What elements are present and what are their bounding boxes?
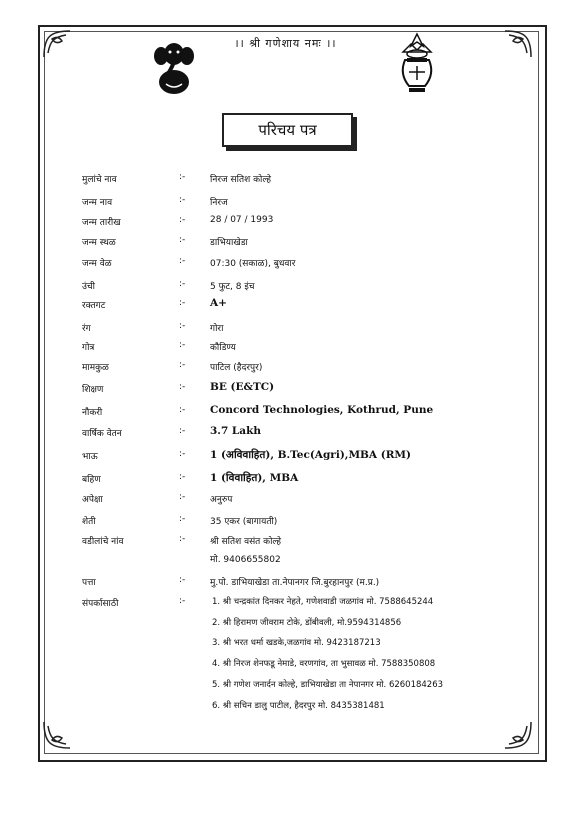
detail-label: भाऊ xyxy=(82,452,98,462)
detail-label: मामकुळ xyxy=(82,363,109,373)
detail-label: शेती xyxy=(82,517,96,527)
detail-label: उंची xyxy=(82,282,95,292)
detail-value: डाभियाखेडा xyxy=(210,238,248,248)
contact-item: 1. श्री चन्द्रकांत दिनकर नेहते, गणेशवाडी जळगांव मो. 7588645244 xyxy=(212,597,434,607)
invocation-text: ।। श्री गणेशाय नमः ।। xyxy=(234,37,337,50)
corner-ornament-icon xyxy=(40,718,74,752)
detail-value: पाटिल (हैदरपुर) xyxy=(210,363,263,373)
contact-item: 4. श्री निरज शेनफडू नेमाडे, वरणगांव, ता भुसावळ मो. 7588350808 xyxy=(212,659,436,669)
contact-item: 2. श्री हिरामण जीवराम टोके, डोंबीवली, मो.9594314856 xyxy=(212,618,402,628)
detail-label: वार्षिक वेतन xyxy=(82,429,122,439)
detail-separator: :- xyxy=(179,514,186,524)
detail-label: शिक्षण xyxy=(82,385,104,395)
detail-separator: :- xyxy=(179,405,186,415)
detail-separator: :- xyxy=(179,195,186,205)
detail-label: जन्म नाव xyxy=(82,198,113,208)
detail-value: निरज xyxy=(210,198,228,208)
detail-separator: :- xyxy=(179,534,186,544)
detail-separator: :- xyxy=(179,492,186,502)
detail-separator: :- xyxy=(179,215,186,225)
detail-separator: :- xyxy=(179,235,186,245)
detail-separator: :- xyxy=(179,449,186,459)
detail-value: A+ xyxy=(210,297,227,309)
detail-separator: :- xyxy=(179,382,186,392)
detail-separator: :- xyxy=(179,340,186,350)
page-title: परिचय पत्र xyxy=(222,113,353,147)
ganesha-icon xyxy=(152,40,196,98)
detail-separator: :- xyxy=(179,279,186,289)
detail-value: 35 एकर (बागायती) xyxy=(210,517,278,527)
detail-value: Concord Technologies, Kothrud, Pune xyxy=(210,404,434,416)
detail-value: निरज सतिश कोल्हे xyxy=(210,175,271,185)
detail-value: 3.7 Lakh xyxy=(210,425,262,437)
detail-label: अपेक्षा xyxy=(82,495,103,505)
kalash-icon xyxy=(395,32,439,98)
detail-value: श्री सतिश वसंत कोल्हे xyxy=(210,537,282,547)
detail-value: 1 (अविवाहित), B.Tec(Agri),MBA (RM) xyxy=(210,449,412,461)
detail-label: जन्म वेळ xyxy=(82,259,112,269)
detail-label: नौकरी xyxy=(82,408,103,418)
corner-ornament-icon xyxy=(501,718,535,752)
detail-label: रंग xyxy=(82,324,91,334)
detail-label: पत्ता xyxy=(82,578,96,588)
detail-label: गोत्र xyxy=(82,343,95,353)
detail-label: जन्म स्थळ xyxy=(82,238,116,248)
detail-separator: :- xyxy=(179,596,186,606)
detail-value: 28 / 07 / 1993 xyxy=(210,215,274,225)
detail-label: संपर्कासाठी xyxy=(82,599,119,609)
detail-value: BE (E&TC) xyxy=(210,381,275,393)
detail-separator: :- xyxy=(179,426,186,436)
detail-value: अनुरुप xyxy=(210,495,233,505)
detail-label: वडीलांचे नांव xyxy=(82,537,124,547)
detail-value: 1 (विवाहित), MBA xyxy=(210,472,299,484)
detail-separator: :- xyxy=(179,172,186,182)
detail-separator: :- xyxy=(179,575,186,585)
contact-item: 3. श्री भरत धर्मा खडके,जळगांव मो. 9423187213 xyxy=(212,638,381,648)
detail-label: जन्म तारीख xyxy=(82,218,121,228)
detail-value: मो. 9406655802 xyxy=(210,555,281,565)
contact-item: 5. श्री गणेश जनार्दन कोल्हे, डाभियाखेडा ता नेपानगर मो. 6260184263 xyxy=(212,680,444,690)
detail-value: मु.पो. डाभियाखेडा ता.नेपानगर जि.बुरहानपुर (म.प्र.) xyxy=(210,578,380,588)
detail-label: बहिण xyxy=(82,475,101,485)
detail-separator: :- xyxy=(179,321,186,331)
detail-label: रक्तगट xyxy=(82,301,106,311)
detail-value: 07:30 (सकाळ), बुधवार xyxy=(210,259,296,269)
detail-separator: :- xyxy=(179,472,186,482)
detail-separator: :- xyxy=(179,360,186,370)
detail-separator: :- xyxy=(179,298,186,308)
detail-value: कौडिण्य xyxy=(210,343,236,353)
detail-separator: :- xyxy=(179,256,186,266)
detail-label: मुलांचे नाव xyxy=(82,175,117,185)
detail-value: 5 फुट, 8 इंच xyxy=(210,282,255,292)
contact-item: 6. श्री सचिन डालु पाटील, हैदरपुर मो. 8435381481 xyxy=(212,701,385,711)
detail-value: गोरा xyxy=(210,324,224,334)
